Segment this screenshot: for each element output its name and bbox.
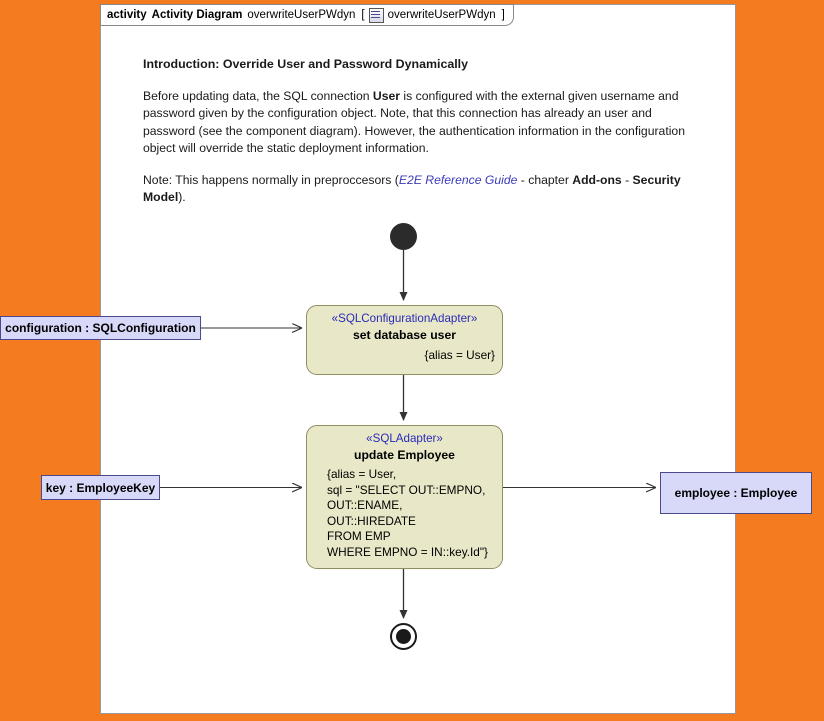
action-tagged-values <box>307 467 502 560</box>
tagged-line: OUT::HIREDATE <box>327 513 416 528</box>
introduction-text-block <box>143 56 705 207</box>
tagged-line: WHERE EMPNO = IN::key.Id"} <box>327 544 488 559</box>
frame-keyword: activity <box>107 9 147 21</box>
introduction-paragraph-2 <box>143 172 705 207</box>
introduction-title: Introduction: Override User and Password Dynamically <box>143 57 469 71</box>
intro-p2-part-d: ). <box>178 190 186 204</box>
object-node-key[interactable]: key : EmployeeKey <box>41 475 160 500</box>
intro-p2-part-b: - chapter <box>517 172 573 187</box>
intro-p2-bold-2: Security Model <box>143 172 681 204</box>
initial-node <box>390 223 417 250</box>
frame-type-label: Activity Diagram <box>151 9 243 21</box>
intro-p2-bold-1: Add-ons <box>572 172 622 187</box>
tagged-line: {alias = User, <box>327 467 397 481</box>
frame-inner-name: overwriteUserPWdyn <box>387 9 496 21</box>
intro-p2-italic: E2E Reference Guide <box>398 172 518 187</box>
intro-p1-bold: User <box>372 88 401 103</box>
tagged-line: sql = "SELECT OUT::EMPNO, <box>327 482 486 497</box>
frame-name: overwriteUserPWdyn <box>247 9 356 21</box>
action-name: set database user <box>353 328 456 342</box>
action-tagged-values: {alias = User} <box>424 348 495 362</box>
tagged-line: OUT::ENAME, <box>327 498 403 512</box>
object-node-employee[interactable]: employee : Employee <box>660 472 812 514</box>
tagged-line: FROM EMP <box>327 529 391 543</box>
activity-final-node <box>390 623 417 650</box>
intro-p1-part-a: Before updating data, the SQL connection <box>143 88 373 103</box>
action-stereotype: «SQLAdapter» <box>366 432 443 445</box>
diagram-icon <box>369 8 384 23</box>
action-set-database-user[interactable] <box>306 305 503 375</box>
frame-bracket-open: [ <box>361 9 365 21</box>
intro-p2-part-a: Note: This happens normally in preproccesors ( <box>143 172 399 187</box>
action-name: update Employee <box>354 448 455 462</box>
action-stereotype: «SQLConfigurationAdapter» <box>331 312 478 325</box>
introduction-paragraph-1 <box>143 88 705 158</box>
intro-p1-part-b: is configured with the external given username and password given by the configuration object. Note, that this connection has already an user and password (see the component diagram). However, the authentication information in the configuration object will override the static deployment information. <box>143 88 685 155</box>
intro-p2-part-c: - <box>621 172 633 187</box>
frame-bracket-close: ] <box>501 9 505 21</box>
frame-header-label <box>100 4 514 26</box>
object-node-configuration[interactable]: configuration : SQLConfiguration <box>0 316 201 340</box>
action-update-employee[interactable] <box>306 425 503 569</box>
